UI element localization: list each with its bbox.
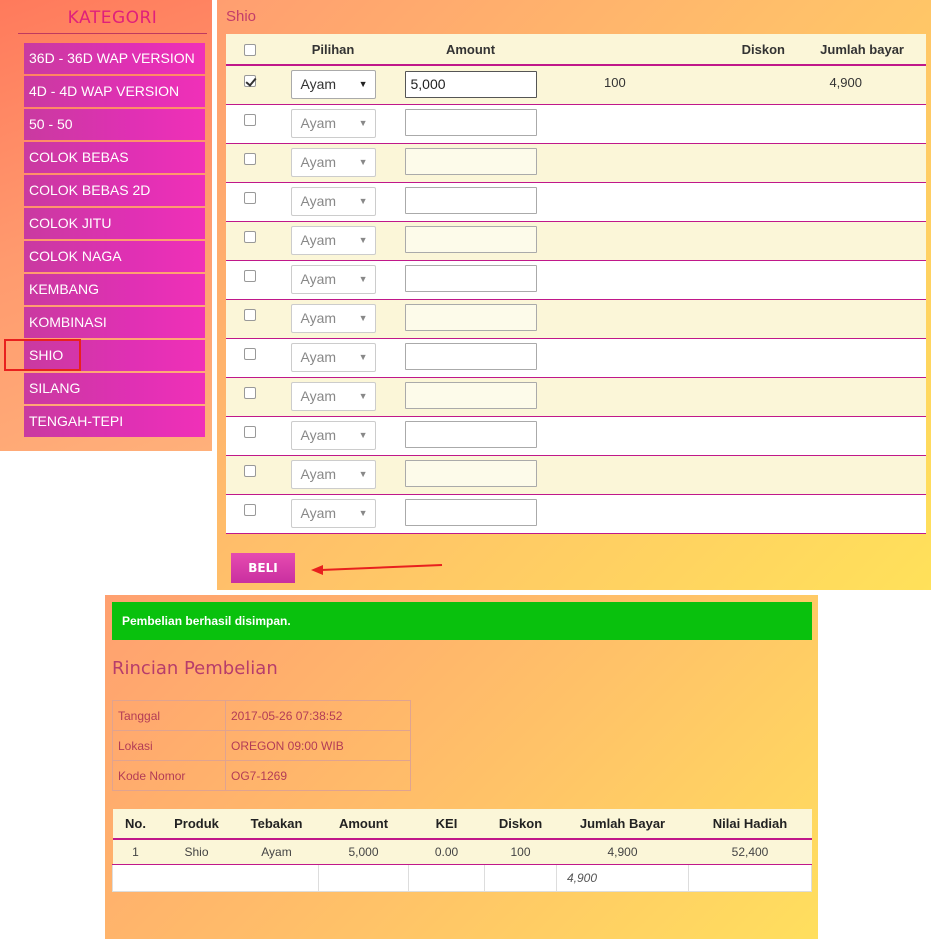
result-cell-tebakan: Ayam bbox=[235, 839, 319, 864]
amount-input[interactable] bbox=[405, 343, 537, 370]
category-item-4d[interactable]: 4D - 4D WAP VERSION bbox=[24, 76, 205, 107]
order-row bbox=[226, 104, 926, 143]
category-item-colok-naga[interactable]: COLOK NAGA bbox=[24, 241, 205, 272]
amount-cell bbox=[393, 104, 548, 143]
pilihan-value: Ayam bbox=[300, 427, 337, 443]
info-row-kode-nomor bbox=[113, 761, 411, 791]
total-spacer bbox=[689, 864, 812, 891]
pilihan-value: Ayam bbox=[300, 271, 337, 287]
amount-cell bbox=[393, 260, 548, 299]
pilihan-value: Ayam bbox=[300, 505, 337, 521]
pilihan-cell bbox=[273, 143, 393, 182]
row-checkbox[interactable] bbox=[244, 348, 256, 360]
order-row bbox=[226, 143, 926, 182]
total-spacer bbox=[409, 864, 485, 891]
diskon-cell bbox=[548, 143, 803, 182]
row-checkbox[interactable] bbox=[244, 153, 256, 165]
row-select-cell bbox=[226, 416, 273, 455]
jumlah-bayar-cell bbox=[803, 494, 926, 533]
purchase-info-table bbox=[112, 700, 411, 791]
jumlah-bayar-cell bbox=[803, 377, 926, 416]
pilihan-cell bbox=[273, 65, 393, 104]
amount-input[interactable]: 5,000 bbox=[405, 71, 537, 98]
header-amount: Amount bbox=[393, 34, 548, 65]
result-cell-kei: 0.00 bbox=[409, 839, 485, 864]
success-alert: Pembelian berhasil disimpan. bbox=[112, 602, 812, 640]
result-cell-diskon: 100 bbox=[485, 839, 557, 864]
row-select-cell bbox=[226, 143, 273, 182]
pilihan-select[interactable] bbox=[291, 265, 376, 294]
diskon-cell: 100 bbox=[548, 65, 803, 104]
row-checkbox[interactable] bbox=[244, 114, 256, 126]
amount-input[interactable] bbox=[405, 382, 537, 409]
amount-cell bbox=[393, 455, 548, 494]
info-value: 2017-05-26 07:38:52 bbox=[226, 701, 411, 731]
jumlah-bayar-cell bbox=[803, 338, 926, 377]
purchase-result-panel bbox=[105, 595, 818, 939]
row-select-cell bbox=[226, 455, 273, 494]
dropdown-arrow-icon: ▼ bbox=[358, 196, 368, 206]
header-pilihan: Pilihan bbox=[273, 34, 393, 65]
row-checkbox[interactable] bbox=[244, 504, 256, 516]
pilihan-cell bbox=[273, 338, 393, 377]
order-row bbox=[226, 494, 926, 533]
dropdown-arrow-icon: ▼ bbox=[358, 430, 368, 440]
pilihan-cell bbox=[273, 104, 393, 143]
order-row bbox=[226, 377, 926, 416]
result-cell-produk: Shio bbox=[159, 839, 235, 864]
pilihan-cell bbox=[273, 494, 393, 533]
row-select-cell bbox=[226, 299, 273, 338]
order-row bbox=[226, 455, 926, 494]
dropdown-arrow-icon: ▼ bbox=[358, 352, 368, 362]
pilihan-cell bbox=[273, 299, 393, 338]
pilihan-cell bbox=[273, 182, 393, 221]
dropdown-arrow-icon: ▼ bbox=[358, 157, 368, 167]
amount-input[interactable] bbox=[405, 499, 537, 526]
category-item-tengah-tepi[interactable]: TENGAH-TEPI bbox=[24, 406, 205, 437]
jumlah-bayar-cell bbox=[803, 221, 926, 260]
category-item-kombinasi[interactable]: KOMBINASI bbox=[24, 307, 205, 338]
order-form-panel bbox=[217, 0, 931, 590]
result-header-produk: Produk bbox=[159, 809, 235, 839]
amount-input[interactable] bbox=[405, 421, 537, 448]
info-value: OG7-1269 bbox=[226, 761, 411, 791]
row-select-cell bbox=[226, 377, 273, 416]
dropdown-arrow-icon: ▼ bbox=[358, 469, 368, 479]
result-cell-nilai-hadiah: 52,400 bbox=[689, 839, 812, 864]
order-row bbox=[226, 65, 926, 104]
row-checkbox[interactable] bbox=[244, 192, 256, 204]
row-select-cell bbox=[226, 221, 273, 260]
pilihan-select[interactable] bbox=[291, 187, 376, 216]
pilihan-cell bbox=[273, 221, 393, 260]
result-header-jumlah-bayar: Jumlah Bayar bbox=[557, 809, 689, 839]
pilihan-value: Ayam bbox=[300, 310, 337, 326]
pilihan-select[interactable] bbox=[291, 109, 376, 138]
info-key: Kode Nomor bbox=[113, 761, 226, 791]
row-checkbox[interactable] bbox=[244, 426, 256, 438]
row-checkbox[interactable] bbox=[244, 387, 256, 399]
pilihan-select[interactable] bbox=[291, 460, 376, 489]
category-item-50-50[interactable]: 50 - 50 bbox=[24, 109, 205, 140]
result-cell-no: 1 bbox=[113, 839, 159, 864]
diskon-cell bbox=[548, 494, 803, 533]
pilihan-value: Ayam bbox=[300, 232, 337, 248]
dropdown-arrow-icon: ▼ bbox=[358, 118, 368, 128]
pilihan-select[interactable] bbox=[291, 70, 376, 99]
pilihan-value: Ayam bbox=[300, 76, 337, 93]
dropdown-arrow-icon: ▼ bbox=[358, 274, 368, 284]
category-item-colok-bebas[interactable]: COLOK BEBAS bbox=[24, 142, 205, 173]
dropdown-arrow-icon: ▼ bbox=[358, 391, 368, 401]
result-header-tebakan: Tebakan bbox=[235, 809, 319, 839]
beli-button[interactable]: BELI bbox=[231, 553, 295, 583]
diskon-cell bbox=[548, 377, 803, 416]
category-sidebar bbox=[0, 0, 212, 451]
pilihan-select[interactable] bbox=[291, 343, 376, 372]
info-row-lokasi bbox=[113, 731, 411, 761]
dropdown-arrow-icon: ▼ bbox=[358, 79, 368, 90]
pilihan-cell bbox=[273, 260, 393, 299]
header-jumlah-bayar: Jumlah bayar bbox=[803, 34, 926, 65]
jumlah-bayar-cell bbox=[803, 416, 926, 455]
category-item-silang[interactable]: SILANG bbox=[24, 373, 205, 404]
jumlah-bayar-cell: 4,900 bbox=[803, 65, 926, 104]
row-select-cell bbox=[226, 65, 273, 104]
row-select-cell bbox=[226, 338, 273, 377]
order-row bbox=[226, 416, 926, 455]
amount-cell bbox=[393, 494, 548, 533]
jumlah-bayar-cell bbox=[803, 182, 926, 221]
form-title: Shio bbox=[226, 8, 257, 25]
amount-cell bbox=[393, 143, 548, 182]
select-all-cell bbox=[226, 34, 273, 65]
pilihan-select[interactable] bbox=[291, 499, 376, 528]
pilihan-select[interactable] bbox=[291, 382, 376, 411]
pilihan-select[interactable] bbox=[291, 304, 376, 333]
pilihan-value: Ayam bbox=[300, 154, 337, 170]
total-spacer bbox=[319, 864, 409, 891]
order-row bbox=[226, 338, 926, 377]
info-key: Tanggal bbox=[113, 701, 226, 731]
diskon-cell bbox=[548, 221, 803, 260]
diskon-cell bbox=[548, 338, 803, 377]
total-spacer bbox=[113, 864, 319, 891]
amount-input[interactable] bbox=[405, 265, 537, 292]
pilihan-value: Ayam bbox=[300, 349, 337, 365]
result-row bbox=[113, 839, 812, 864]
order-table-header bbox=[226, 34, 926, 65]
detail-title: Rincian Pembelian bbox=[112, 658, 278, 679]
diskon-cell bbox=[548, 182, 803, 221]
category-item-kembang[interactable]: KEMBANG bbox=[24, 274, 205, 305]
order-row bbox=[226, 260, 926, 299]
amount-input[interactable] bbox=[405, 304, 537, 331]
dropdown-arrow-icon: ▼ bbox=[358, 313, 368, 323]
category-item-36d[interactable]: 36D - 36D WAP VERSION bbox=[24, 43, 205, 74]
row-checkbox[interactable] bbox=[244, 309, 256, 321]
category-item-colok-jitu[interactable]: COLOK JITU bbox=[24, 208, 205, 239]
result-cell-jumlah-bayar: 4,900 bbox=[557, 839, 689, 864]
row-select-cell bbox=[226, 260, 273, 299]
order-row bbox=[226, 221, 926, 260]
info-row-tanggal bbox=[113, 701, 411, 731]
order-row bbox=[226, 182, 926, 221]
category-item-colok-bebas-2d[interactable]: COLOK BEBAS 2D bbox=[24, 175, 205, 206]
pilihan-value: Ayam bbox=[300, 115, 337, 131]
pilihan-select[interactable] bbox=[291, 226, 376, 255]
pilihan-select[interactable] bbox=[291, 421, 376, 450]
row-checkbox[interactable] bbox=[244, 75, 256, 87]
dropdown-arrow-icon: ▼ bbox=[358, 235, 368, 245]
row-select-cell bbox=[226, 494, 273, 533]
order-row bbox=[226, 299, 926, 338]
pilihan-cell bbox=[273, 377, 393, 416]
dropdown-arrow-icon: ▼ bbox=[358, 508, 368, 518]
row-select-cell bbox=[226, 182, 273, 221]
result-header-amount: Amount bbox=[319, 809, 409, 839]
diskon-cell bbox=[548, 260, 803, 299]
total-jumlah-bayar: 4,900 bbox=[557, 864, 689, 891]
category-item-shio[interactable]: SHIO bbox=[24, 340, 205, 371]
jumlah-bayar-cell bbox=[803, 260, 926, 299]
purchase-result-table bbox=[112, 809, 812, 892]
category-list bbox=[24, 43, 205, 439]
diskon-cell bbox=[548, 104, 803, 143]
pilihan-value: Ayam bbox=[300, 466, 337, 482]
row-checkbox[interactable] bbox=[244, 231, 256, 243]
amount-input[interactable] bbox=[405, 148, 537, 175]
pilihan-cell bbox=[273, 455, 393, 494]
amount-cell bbox=[393, 182, 548, 221]
select-all-checkbox[interactable] bbox=[244, 44, 256, 56]
jumlah-bayar-cell bbox=[803, 455, 926, 494]
pilihan-value: Ayam bbox=[300, 193, 337, 209]
result-header-nilai-hadiah: Nilai Hadiah bbox=[689, 809, 812, 839]
header-diskon: Diskon bbox=[548, 34, 803, 65]
pilihan-select[interactable] bbox=[291, 148, 376, 177]
amount-input[interactable] bbox=[405, 460, 537, 487]
diskon-cell bbox=[548, 455, 803, 494]
row-checkbox[interactable] bbox=[244, 465, 256, 477]
arrow-annotation-icon bbox=[309, 560, 444, 576]
amount-input[interactable] bbox=[405, 226, 537, 253]
amount-cell bbox=[393, 338, 548, 377]
jumlah-bayar-cell bbox=[803, 104, 926, 143]
row-checkbox[interactable] bbox=[244, 270, 256, 282]
info-value: OREGON 09:00 WIB bbox=[226, 731, 411, 761]
jumlah-bayar-cell bbox=[803, 299, 926, 338]
amount-cell bbox=[393, 221, 548, 260]
amount-input[interactable] bbox=[405, 187, 537, 214]
result-header-no: No. bbox=[113, 809, 159, 839]
amount-cell bbox=[393, 377, 548, 416]
amount-cell bbox=[393, 416, 548, 455]
diskon-cell bbox=[548, 416, 803, 455]
result-header-kei: KEI bbox=[409, 809, 485, 839]
row-select-cell bbox=[226, 104, 273, 143]
pilihan-cell bbox=[273, 416, 393, 455]
order-table bbox=[226, 34, 926, 534]
result-table-header bbox=[113, 809, 812, 839]
jumlah-bayar-cell bbox=[803, 143, 926, 182]
sidebar-title: KATEGORI bbox=[18, 8, 207, 34]
result-total-row bbox=[113, 864, 812, 891]
info-key: Lokasi bbox=[113, 731, 226, 761]
amount-input[interactable] bbox=[405, 109, 537, 136]
diskon-cell bbox=[548, 299, 803, 338]
result-header-diskon: Diskon bbox=[485, 809, 557, 839]
amount-cell bbox=[393, 299, 548, 338]
amount-cell bbox=[393, 65, 548, 104]
result-cell-amount: 5,000 bbox=[319, 839, 409, 864]
pilihan-value: Ayam bbox=[300, 388, 337, 404]
total-spacer bbox=[485, 864, 557, 891]
